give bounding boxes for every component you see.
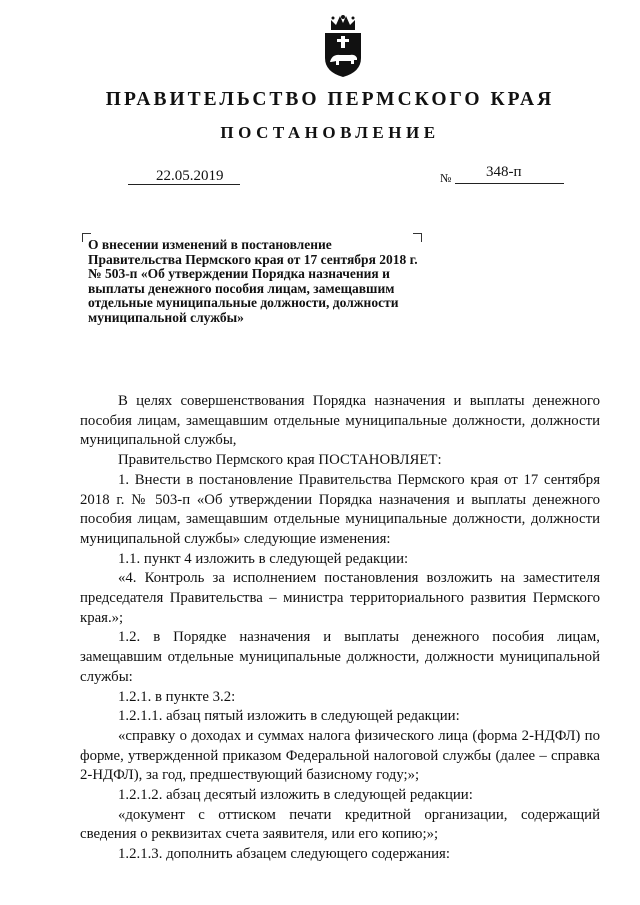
document-type: ПОСТАНОВЛЕНИЕ [220, 123, 440, 142]
paragraph: «справку о доходах и суммах налога физического лица (форма 2-НДФЛ) по форме, утвержденной приказом Федеральной налоговой службы (далее – справка 2-НДФЛ), за год, предшествующий базисному году;»; [80, 727, 600, 784]
paragraph: 1.2.1.3. дополнить абзацем следующего содержания: [118, 846, 450, 863]
paragraph: «документ с оттиском печати кредитной организации, содержащий сведения о реквизитах счета заявителя, или его копию;»; [80, 806, 600, 843]
paragraph: Правительство Пермского края ПОСТАНОВЛЯЕТ: [118, 452, 442, 469]
government-title: ПРАВИТЕЛЬСТВО ПЕРМСКОГО КРАЯ [105, 89, 555, 110]
coat-of-arms-icon [322, 14, 364, 78]
paragraph: В целях совершенствования Порядка назначения и выплаты денежного пособия лицам, замещавшим отдельные муниципальные должности, должности муниципальной службы, [80, 393, 600, 449]
number-sign: № [440, 171, 452, 185]
paragraph: 1. Внести в постановление Правительства Пермского края от 17 сентября 2018 г. № 503-п «Об утверждении Порядка назначения и выплаты денежного пособия лицам, замещавшим отдельные муниципальные должности, должности муниципальной службы» следующие изменения: [80, 471, 600, 547]
document-date: 22.05.2019 [156, 168, 224, 184]
paragraph: «4. Контроль за исполнением постановления возложить на заместителя председателя Правительства – министра территориального развития Пермского края.»; [80, 570, 600, 626]
paragraph: 1.2.1. в пункте 3.2: [118, 688, 236, 705]
document-body [80, 392, 600, 865]
document-subject: О внесении изменений в постановление Правительства Пермского края от 17 сентября 2018 г. № 503-п «Об утверждении Порядка назначения и выплаты денежного пособия лицам, замещавшим отдельные муниципальные должности, должности муниципальной службы» [88, 237, 418, 325]
paragraph: 1.2. в Порядке назначения и выплаты денежного пособия лицам, замещавшим отдельные муниципальные должности, должности муниципальной службы: [80, 629, 600, 685]
paragraph: 1.2.1.1. абзац пятый изложить в следующей редакции: [118, 708, 460, 725]
document-number: 348-п [486, 164, 522, 180]
paragraph: 1.1. пункт 4 изложить в следующей редакции: [118, 550, 409, 567]
paragraph: 1.2.1.2. абзац десятый изложить в следующей редакции: [118, 787, 473, 804]
